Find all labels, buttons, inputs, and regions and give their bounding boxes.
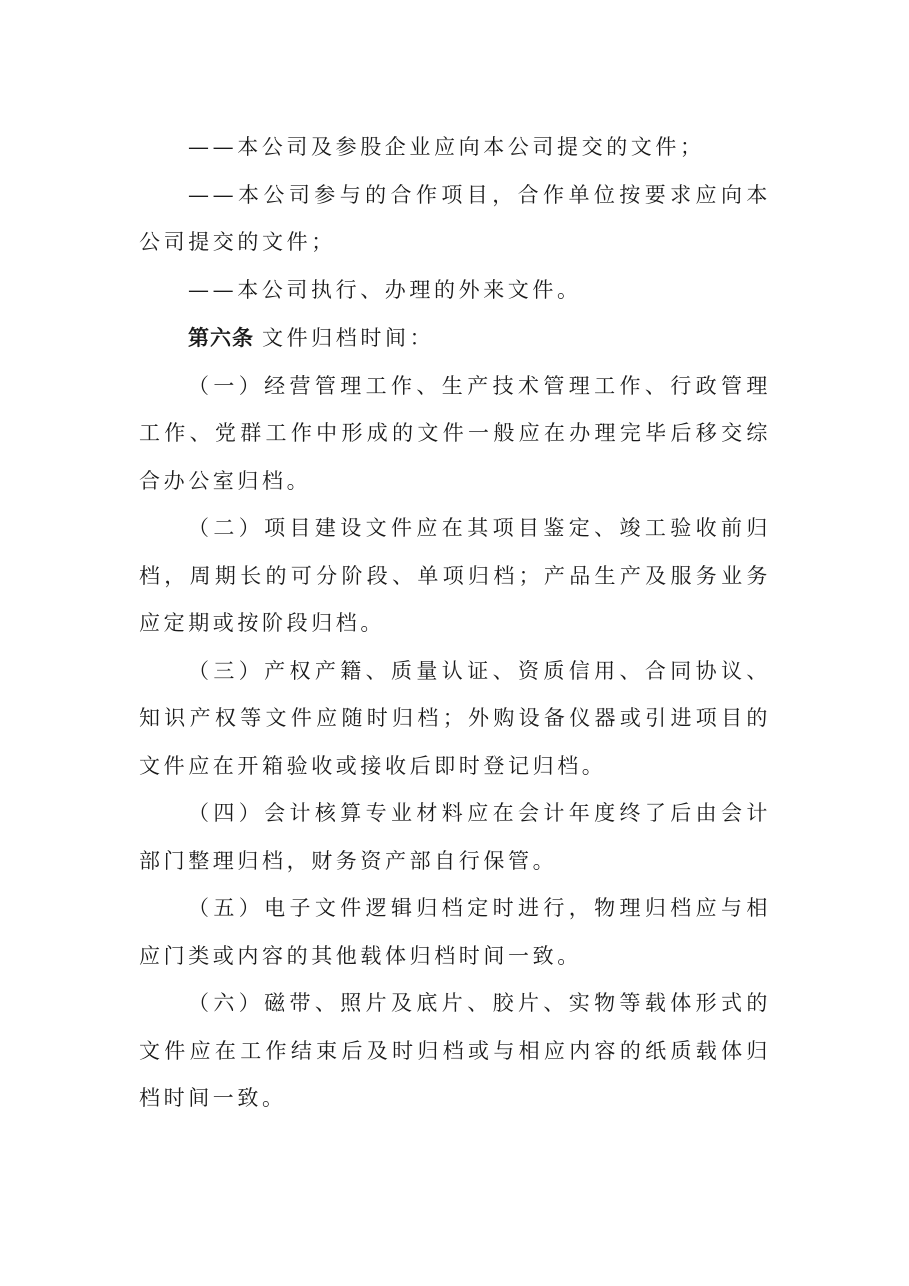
clause-4: （四）会计核算专业材料应在会计年度终了后由会计部门整理归档，财务资产部自行保管。: [139, 801, 771, 873]
clause-3: （三）产权产籍、质量认证、资质信用、合同协议、知识产权等文件应随时归档；外购设备仪器或引进项目的文件应在开箱验收或接收后即时登记归档。: [139, 658, 771, 778]
clause-6: （六）磁带、照片及底片、胶片、实物等载体形式的文件应在工作结束后及时归档或与相应内容的纸质载体归档时间一致。: [139, 991, 771, 1110]
clause-5: （五）电子文件逻辑归档定时进行，物理归档应与相应门类或内容的其他载体归档时间一致。: [139, 896, 771, 968]
clause-2: （二）项目建设文件应在其项目鉴定、竣工验收前归档，周期长的可分阶段、单项归档；产品生产及服务业务应定期或按阶段归档。: [139, 516, 771, 635]
list-item: ——本公司执行、办理的外来文件。: [188, 277, 582, 302]
list-item: ——本公司及参股企业应向本公司提交的文件；: [188, 135, 705, 159]
article-heading: 第六条: [188, 325, 254, 350]
list-item: ——本公司参与的合作项目，合作单位按要求应向本公司提交的文件；: [139, 182, 771, 254]
article-text: 文件归档时间：: [262, 326, 435, 350]
clause-1: （一）经营管理工作、生产技术管理工作、行政管理工作、党群工作中形成的文件一般应在办理完毕后移交综合办公室归档。: [139, 373, 771, 493]
article-six: [139, 314, 771, 363]
document-body: [139, 124, 771, 1123]
